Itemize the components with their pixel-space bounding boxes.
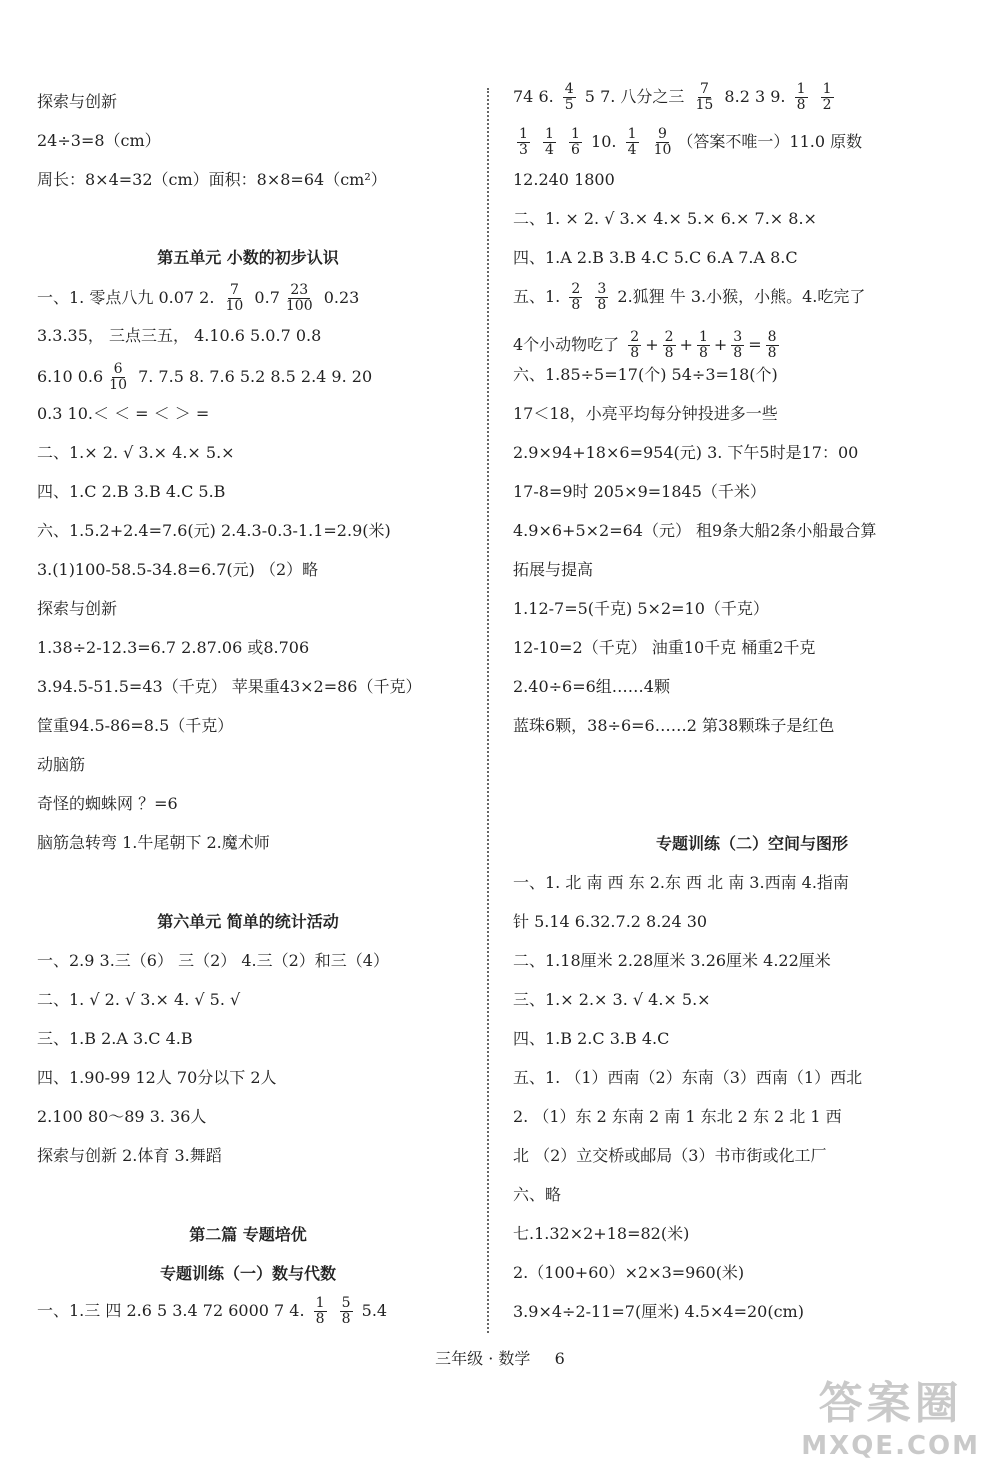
answer-line: 北 （2）立交桥或邮局（3）书市街或化工厂 — [513, 1146, 827, 1165]
denominator: 4 — [627, 142, 637, 158]
denominator: 3 — [519, 142, 528, 158]
numerator: 8 — [767, 329, 777, 345]
answer-line: 蓝珠6颗，38÷6=6……2 第38颗珠子是红色 — [513, 716, 835, 735]
answer-line: 七.1.32×2+18=82(米) — [513, 1224, 690, 1243]
answer-line — [513, 282, 865, 313]
numerator: 1 — [545, 126, 554, 142]
denominator: 8 — [571, 297, 581, 313]
text-run: 7. 7.5 8. 7.6 5.2 8.5 2.4 9. 20 — [132, 367, 373, 386]
answer-line: 脑筋急转弯 1.牛尾朝下 2.魔术师 — [37, 833, 270, 852]
answer-line: 2.（100+60）×2×3=960(米) — [513, 1263, 745, 1282]
answer-line: 2.100 80～89 3. 36人 — [37, 1107, 207, 1126]
answer-line: 奇怪的蜘蛛网 ？=6 — [37, 794, 178, 813]
section-heading: 第六单元 简单的统计活动 — [157, 912, 339, 931]
numerator: 7 — [229, 282, 239, 298]
text-run — [643, 132, 648, 151]
numerator: 1 — [796, 81, 806, 97]
numerator: 6 — [113, 361, 123, 377]
numerator: 2 — [664, 329, 674, 345]
denominator: 15 — [695, 97, 714, 113]
watermark-top: 答案圈 — [818, 1378, 963, 1429]
denominator: 2 — [822, 97, 832, 113]
denominator: 8 — [315, 1311, 325, 1327]
text-run: 5 7. 八分之三 — [579, 87, 690, 106]
section-heading: 第二篇 专题培优 — [189, 1225, 307, 1244]
section-heading: 专题训练（一）数与代数 — [159, 1264, 336, 1283]
text-run: 五、1. — [513, 287, 566, 306]
answer-line: 四、1.C 2.B 3.B 4.C 5.B — [37, 482, 226, 501]
answer-line: 3.9×4÷2-11=7(厘米) 4.5×4=20(cm) — [513, 1302, 804, 1321]
numerator: 4 — [564, 81, 574, 97]
fraction — [517, 127, 530, 158]
answer-line: 二、1. × 2. √ 3.× 4.× 5.× 6.× 7.× 8.× — [513, 209, 817, 228]
text-run: 10. — [585, 132, 622, 151]
fraction — [340, 1296, 353, 1327]
denominator: 8 — [341, 1311, 351, 1327]
answer-line: 三、1.× 2.× 3. √ 4.× 5.× — [513, 990, 711, 1009]
text-run: = — [748, 335, 762, 354]
denominator: 8 — [597, 297, 607, 313]
answer-line: 1.38÷2-12.3=6.7 2.87.06 或8.706 — [37, 638, 310, 657]
numerator: 2 — [630, 329, 640, 345]
text-run — [560, 132, 565, 151]
answer-line — [37, 362, 372, 393]
answer-line: 3.(1)100-58.5-34.8=6.7(元) （2）略 — [37, 560, 319, 579]
answer-line: 针 5.14 6.32.7.2 8.24 30 — [513, 912, 708, 931]
answer-line: 五、1. （1）西南（2）东南（3）西南（1）西北 — [513, 1068, 863, 1087]
numerator: 3 — [597, 281, 607, 297]
answer-line: 1.12-7=5(千克) 5×2=10（千克） — [513, 599, 769, 618]
answer-line: 一、1. 北 南 西 东 2.东 西 北 南 3.西南 4.指南 — [513, 873, 849, 892]
answer-line: 探索与创新 — [37, 599, 118, 618]
fraction — [224, 283, 246, 314]
answer-line: 四、1.A 2.B 3.B 4.C 5.C 6.A 7.A 8.C — [513, 248, 798, 267]
answer-line: 2.40÷6=6组……4颗 — [513, 677, 670, 696]
text-run: 4个小动物吃了 — [513, 335, 625, 354]
answer-line: 拓展与提高 — [513, 560, 594, 579]
numerator: 1 — [627, 126, 637, 142]
answer-line — [513, 330, 783, 361]
answer-line: 0.3 10.＜ ＜ = ＜ ＞ = — [37, 404, 210, 423]
text-run: 6.10 0.6 — [37, 367, 104, 386]
denominator: 5 — [564, 97, 574, 113]
text-run: 74 6. — [513, 87, 559, 106]
answer-line: 二、1. √ 2. √ 3.× 4. √ 5. √ — [37, 990, 241, 1009]
text-run: 5.4 — [356, 1301, 388, 1320]
answer-line: 六、1.5.2+2.4=7.6(元) 2.4.3-0.3-1.1=2.9(米) — [37, 521, 391, 540]
fraction — [766, 330, 779, 361]
fraction — [543, 127, 556, 158]
answer-line: 12.240 1800 — [513, 170, 615, 189]
denominator: 8 — [630, 345, 640, 361]
answer-line: 12-10=2（千克） 油重10千克 桶重2千克 — [513, 638, 816, 657]
denominator: 6 — [571, 142, 580, 158]
text-run: 一、1.三 四 2.6 5 3.4 72 6000 7 4. — [37, 1301, 310, 1320]
fraction — [652, 127, 674, 158]
fraction — [663, 330, 676, 361]
denominator: 8 — [698, 345, 708, 361]
denominator: 8 — [733, 345, 743, 361]
fraction — [694, 82, 716, 113]
watermark-logo — [801, 1367, 980, 1461]
text-run — [534, 132, 539, 151]
text-run: + — [645, 335, 659, 354]
text-run: 2.狐狸 牛 3.小猴，小熊。4.吃完了 — [612, 287, 866, 306]
answer-line: 周长：8×4=32（cm）面积：8×8=64（cm²） — [37, 170, 387, 189]
answer-line: 探索与创新 2.体育 3.舞蹈 — [37, 1146, 222, 1165]
answer-line: 探索与创新 — [37, 92, 118, 111]
answer-line: 四、1.90-99 12人 70分以下 2人 — [37, 1068, 277, 1087]
text-run: 0.23 — [318, 288, 360, 307]
text-run: 一、1. 零点八九 0.07 2. — [37, 288, 220, 307]
answer-line: 3.3.35， 三点三五， 4.10.6 5.0.7 0.8 — [37, 326, 322, 345]
answer-line: 二、1.18厘米 2.28厘米 3.26厘米 4.22厘米 — [513, 951, 831, 970]
answer-line: 六、1.85÷5=17(个) 54÷3=18(个) — [513, 365, 778, 384]
denominator: 10 — [225, 298, 244, 314]
page-footer — [0, 1346, 1000, 1369]
numerator: 5 — [341, 1295, 351, 1311]
fraction — [107, 362, 129, 393]
fraction — [314, 1296, 327, 1327]
numerator: 7 — [699, 81, 709, 97]
page-number: 6 — [554, 1349, 565, 1368]
answer-line: 四、1.B 2.C 3.B 4.C — [513, 1029, 670, 1048]
text-run: + — [713, 335, 728, 354]
answer-line — [37, 283, 359, 314]
answer-line: 一、2.9 3.三（6） 三（2） 4.三（2）和三（4） — [37, 951, 389, 970]
fraction — [731, 330, 744, 361]
answer-line — [513, 127, 862, 158]
answer-line: 二、1.× 2. √ 3.× 4.× 5.× — [37, 443, 235, 462]
answer-line: 24÷3=8（cm） — [37, 131, 161, 150]
text-run — [331, 1301, 336, 1320]
numerator: 23 — [290, 282, 309, 298]
denominator: 8 — [796, 97, 806, 113]
fraction — [563, 82, 576, 113]
section-heading: 第五单元 小数的初步认识 — [157, 248, 339, 267]
text-run: + — [679, 335, 693, 354]
answer-line: 17＜18，小亮平均每分钟投进多一些 — [513, 404, 778, 423]
fraction — [697, 330, 710, 361]
answer-line: 筐重94.5-86=8.5（千克） — [37, 716, 234, 735]
footer-label: 三年级 · 数学 — [435, 1349, 531, 1368]
answer-line — [513, 82, 838, 113]
numerator: 3 — [733, 329, 743, 345]
numerator: 1 — [519, 126, 528, 142]
denominator: 100 — [285, 298, 313, 314]
numerator: 9 — [658, 126, 667, 142]
fraction — [821, 82, 834, 113]
numerator: 1 — [822, 81, 832, 97]
text-run — [586, 287, 591, 306]
section-heading: 专题训练（二）空间与图形 — [655, 834, 848, 853]
numerator: 1 — [315, 1295, 325, 1311]
answer-line: 动脑筋 — [37, 755, 86, 774]
numerator: 2 — [571, 281, 581, 297]
text-run: 0.7 — [249, 288, 280, 307]
denominator: 10 — [653, 142, 672, 158]
fraction — [595, 282, 608, 313]
text-run: （答案不唯一）11.0 原数 — [677, 132, 863, 151]
answer-line — [37, 1296, 387, 1327]
fraction — [569, 127, 582, 158]
text-run: 8.2 3 9. — [719, 87, 791, 106]
answer-line: 3.94.5-51.5=43（千克） 苹果重43×2=86（千克） — [37, 677, 422, 696]
answer-line: 2.9×94+18×6=954(元) 3. 下午5时是17：00 — [513, 443, 859, 462]
fraction — [626, 127, 639, 158]
fraction — [628, 330, 641, 361]
column-divider — [487, 88, 489, 1333]
watermark-bottom: MXQE.COM — [801, 1431, 980, 1461]
denominator: 8 — [767, 345, 777, 361]
answer-line: 17-8=9时 205×9=1845（千米） — [513, 482, 766, 501]
answer-line: 4.9×6+5×2=64（元） 租9条大船2条小船最合算 — [513, 521, 877, 540]
answer-line: 三、1.B 2.A 3.C 4.B — [37, 1029, 193, 1048]
denominator: 10 — [109, 377, 127, 393]
numerator: 1 — [698, 329, 708, 345]
answer-line: 六、略 — [513, 1185, 562, 1204]
denominator: 4 — [545, 142, 554, 158]
denominator: 8 — [664, 345, 674, 361]
fraction — [284, 283, 315, 314]
text-run — [812, 87, 817, 106]
numerator: 1 — [571, 126, 580, 142]
fraction — [795, 82, 808, 113]
answer-line: 2. （1）东 2 东南 2 南 1 东北 2 东 2 北 1 西 — [513, 1107, 842, 1126]
fraction — [569, 282, 582, 313]
